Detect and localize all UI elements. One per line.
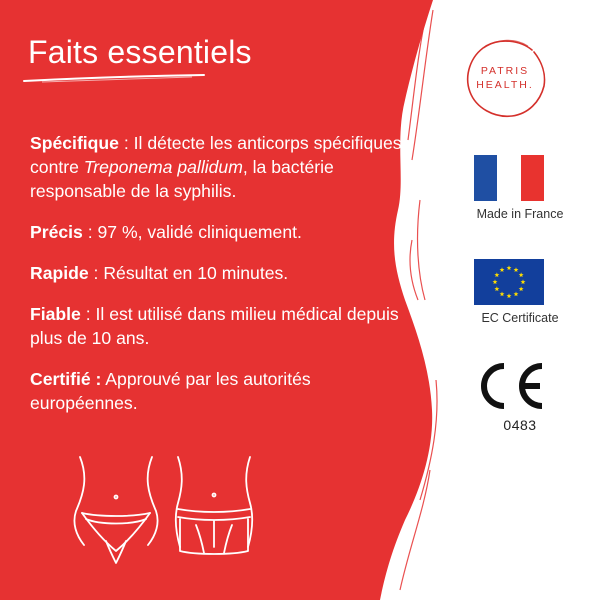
- ce-notified-body-number: 0483: [503, 417, 537, 433]
- brand-line-1: PATRIS: [480, 65, 530, 77]
- brand-line-2: HEALTH.: [476, 79, 534, 91]
- body-figures: [70, 455, 260, 565]
- fact-description: Il détecte les anticorps spécifiques contre: [30, 133, 402, 177]
- ce-mark-icon: [472, 360, 546, 412]
- fact-separator: :: [82, 222, 98, 242]
- eu-flag-icon: [474, 259, 544, 305]
- fact-species-name: Treponema pallidum: [83, 157, 243, 177]
- fact-term: Rapide: [30, 263, 89, 283]
- fact-description: Il est utilisé dans milieu médical depuis plus de 10 ans.: [30, 304, 399, 348]
- fact-description: Approuvé par les autorités européennes.: [30, 369, 311, 413]
- fact-description: 97 %, validé cliniquement.: [97, 222, 302, 242]
- male-body-outline-icon: [176, 457, 252, 554]
- made-in-france-label: Made in France: [476, 207, 564, 221]
- facts-list: [30, 131, 405, 432]
- fact-separator: :: [118, 133, 134, 153]
- fact-term: Fiable: [30, 304, 81, 324]
- female-body-outline-icon: [74, 457, 157, 563]
- fact-description: Résultat en 10 minutes.: [103, 263, 289, 283]
- fact-term: Spécifique: [30, 133, 119, 153]
- fact-description-end: , la bactérie responsable de la syphilis.: [30, 157, 334, 201]
- fact-item-specifique: [30, 131, 405, 203]
- fact-item-fiable: [30, 302, 405, 350]
- fact-term: Précis: [30, 222, 83, 242]
- page-title: Faits essentiels: [28, 34, 252, 70]
- fact-item-certifie: [30, 367, 405, 415]
- fact-separator: :: [80, 304, 96, 324]
- fact-separator: :: [88, 263, 104, 283]
- france-flag-icon: [474, 155, 544, 201]
- fact-item-rapide: [30, 261, 405, 285]
- title-underline: [22, 72, 207, 84]
- brand-name: [462, 64, 548, 92]
- fact-item-precis: [30, 220, 405, 244]
- fact-term: Certifié :: [30, 369, 102, 389]
- ec-certificate-label: EC Certificate: [481, 311, 559, 325]
